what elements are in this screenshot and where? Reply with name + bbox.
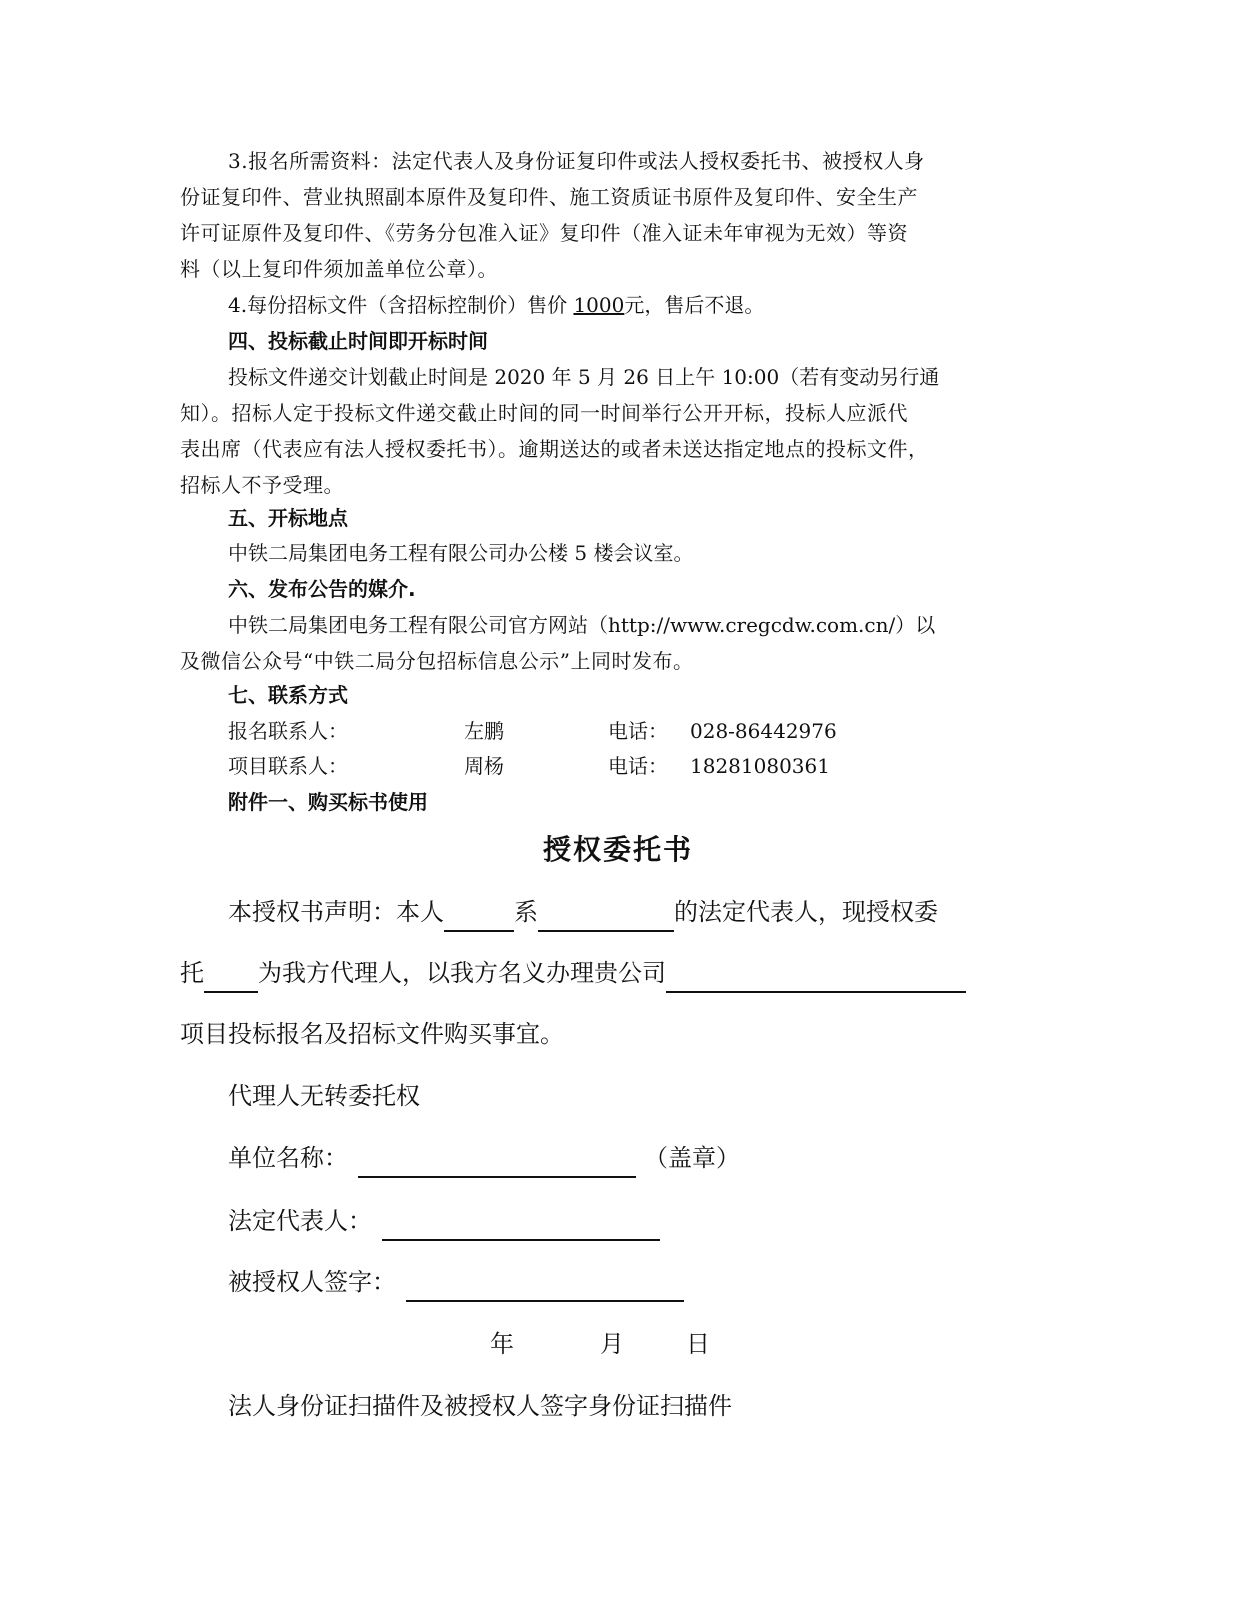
declaration-text: 的法定代表人，现授权委 [674,898,938,926]
section6-heading: 六、发布公告的媒介. [228,577,416,601]
date-year: 年 [490,1330,514,1358]
item3-line: 料（以上复印件须加盖单位公章）。 [180,257,498,281]
item3-line: 3.报名所需资料：法定代表人及身份证复印件或法人授权委托书、被授权人身 [228,149,925,173]
principal-name-blank[interactable] [444,900,514,932]
signature-row [228,1262,684,1302]
declaration-text: 本授权书声明：本人 [228,898,444,926]
section4-heading: 四、投标截止时间即开标时间 [228,329,488,353]
declaration-line-3: 项目投标报名及招标文件购买事宜。 [180,1020,564,1048]
id-scan-note: 法人身份证扫描件及被授权人签字身份证扫描件 [228,1392,732,1420]
date-row [490,1324,710,1364]
contact-role: 项目联系人： [228,754,348,778]
section4-line: 投标文件递交计划截止时间是 2020 年 5 月 26 日上午 10:00（若有变动另行通 [228,365,940,389]
item4-price: 1000 [573,293,625,317]
item4-prefix: 4.每份招标文件（含招标控制价）售价 [228,293,568,317]
section4-line: 表出席（代表应有法人授权委托书）。逾期送达的或者未送达指定地点的投标文件， [180,437,929,461]
signature-field[interactable] [406,1270,684,1302]
date-day: 日 [686,1330,710,1358]
section4-line: 知）。招标人定于投标文件递交截止时间的同一时间举行公开开标，投标人应派代 [180,401,908,425]
seal-note: （盖章） [644,1144,740,1172]
declaration-line-1 [228,892,938,932]
item3-line: 份证复印件、营业执照副本原件及复印件、施工资质证书原件及复印件、安全生产 [180,185,918,209]
agent-name-blank[interactable] [204,961,258,993]
contact-phone: 028-86442976 [690,719,837,743]
section7-heading: 七、联系方式 [228,683,348,707]
contact-phone-label: 电话： [608,719,668,743]
contact-phone: 18281080361 [690,754,830,778]
declaration-text: 托 [180,959,204,987]
contact-name: 左鹏 [464,719,504,743]
unit-name-row [228,1138,740,1178]
item4-paragraph [228,287,764,323]
section6-line: 中铁二局集团电务工程有限公司官方网站（http://www.cregcdw.com.cn/）以 [228,613,936,637]
project-name-blank[interactable] [666,961,966,993]
item3-paragraph [180,143,1035,179]
contact-name: 周杨 [464,754,504,778]
company-name-blank[interactable] [538,900,674,932]
declaration-line-2 [180,953,966,993]
contact-role: 报名联系人： [228,719,348,743]
declaration-text: 系 [514,898,538,926]
legal-rep-row [228,1201,660,1241]
section5-heading: 五、开标地点 [228,506,348,530]
legal-rep-label: 法定代表人： [228,1207,372,1235]
section6-line: 及微信公众号“中铁二局分包招标信息公示”上同时发布。 [180,649,694,673]
no-transfer-note: 代理人无转委托权 [228,1082,420,1110]
item4-suffix: 元，售后不退。 [624,293,765,317]
legal-rep-field[interactable] [382,1209,660,1241]
unit-name-field[interactable] [358,1146,636,1178]
item3-line: 许可证原件及复印件、《劳务分包准入证》复印件（准入证未年审视为无效）等资 [180,221,908,245]
form-title: 授权委托书 [542,833,693,866]
signature-label: 被授权人签字： [228,1268,396,1296]
declaration-text: 为我方代理人，以我方名义办理贵公司 [258,959,666,987]
date-month: 月 [600,1330,624,1358]
section4-line: 招标人不予受理。 [180,473,344,497]
contact-phone-label: 电话： [608,754,668,778]
contact-row [228,748,830,784]
attachment-heading: 附件一、购买标书使用 [228,790,428,814]
section5-text: 中铁二局集团电务工程有限公司办公楼 5 楼会议室。 [228,541,694,565]
contact-row [228,713,837,749]
unit-name-label: 单位名称： [228,1144,348,1172]
